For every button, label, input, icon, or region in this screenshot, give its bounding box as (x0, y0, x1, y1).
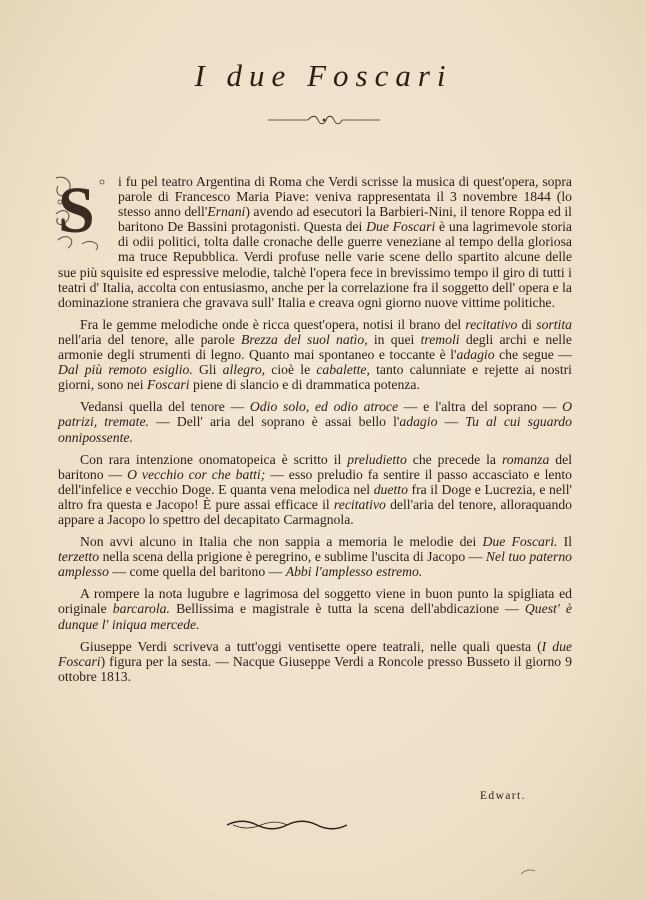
italic-text: allegro, (222, 362, 266, 378)
text-run: — come quella del baritono — (108, 564, 286, 580)
text-run: di (517, 316, 537, 332)
italic-text: recitativo (465, 316, 518, 332)
italic-text: tremoli (420, 331, 460, 347)
text-run: Vedansi quella del tenore — (80, 399, 250, 415)
italic-text: preludietto (347, 451, 407, 467)
pencil-mark (520, 868, 536, 876)
article-body (58, 174, 572, 684)
text-run: i fu pel teatro Argentina di Roma che Verdi scrisse la musica di quest'opera, sopra parole di Francesco Maria Piave: veniva rappresentata il 3 novembre 1844 (lo stesso anno dell' (118, 174, 572, 220)
italic-text: adagio (399, 414, 438, 430)
paragraph (58, 317, 572, 392)
text-run: Non avvi alcuno in Italia che non sappia a memoria le melodie dei (80, 534, 483, 550)
text-run: — e l'altra del soprano — (398, 399, 563, 415)
paragraph (58, 399, 572, 444)
paragraph (58, 534, 572, 579)
italic-text: barcarola. (112, 601, 170, 617)
italic-text: duetto (373, 481, 408, 497)
italic-text: Tu al cui sguardo onnipossente. (58, 414, 572, 445)
paragraph (58, 639, 572, 684)
text-run: piene di slancio e di drammatica potenza. (189, 377, 420, 393)
text-run: ) figura per la sesta. — Nacque Giuseppe Verdi a Roncole presso Busseto il giorno 9 ottobre 1813. (58, 653, 572, 684)
italic-text: Foscari (146, 377, 190, 393)
italic-text: terzetto (58, 549, 100, 565)
italic-text: I due Foscari (58, 638, 572, 669)
italic-text: Quest' è dunque l' iniqua mercede. (58, 601, 572, 632)
text-run: Bellissima e magistrale è tutta la scena dell'abdicazione — (169, 601, 525, 617)
text-run: nella scena della prigione è peregrino, e sublime l'uscita di Jacopo — (99, 549, 486, 565)
italic-text: romanza (501, 451, 550, 467)
text-run: dell'aria del tenore, alloraquando appare a Jacopo lo spettro del decapitato Carmagnola. (58, 496, 573, 527)
text-run: tanto calunniate e rejette ai nostri giorni, sono nei (58, 362, 572, 393)
italic-text: Odio solo, ed odio atroce (249, 399, 399, 415)
text-run: è una lagrimevole storia di odii politici, tolta dalle cronache delle guerre veneziane al tempo della gloriosa ma truce Repubblica. Verdi profuse nelle varie scene dello spartito alcune delle sue più squisite ed espressive melodie, talchè l'opera fece in brevissimo tempo il giro di tutti i teatri d' Italia, accolta con entusiasmo, anche per la correlazione fra il soggetto dell' opera e la dominazione straniera che gravava sull' Italia e creava ogni giorno nuove vittime politiche. (58, 219, 572, 310)
text-run: del baritono — (58, 451, 572, 482)
text-run: che segue — (494, 347, 572, 363)
page-title: I due Foscari (194, 58, 453, 93)
text-run: Fra le gemme melodiche onde è ricca quest'opera, notisi il brano del (80, 316, 466, 332)
text-run: in quei (367, 331, 421, 347)
italic-text: Brezza del suol natìo, (241, 331, 368, 347)
text-run: Con rara intenzione onomatopeica è scritto il (80, 451, 348, 467)
text-run: Gli (192, 362, 223, 378)
text-run: Il (557, 534, 572, 550)
text-run: degli archi e nelle armonie degli strumenti di legno. Quanto mai spontaneo e toccante è l' (58, 331, 572, 363)
bottom-ornament (227, 818, 347, 832)
text-run: — (437, 414, 466, 430)
dropcap-letter: S (58, 174, 95, 247)
italic-text: cabalette, (316, 362, 370, 378)
text-run: ) avendo ad esecutori la Barbieri-Nini, il tenore Roppa ed il baritono De Bassini protagonisti. Questa dei (118, 204, 572, 235)
text-run: A rompere la nota lugubre e lagrimosa del soggetto viene in buon punto la spigliata ed originale (58, 586, 572, 617)
text-run: che precede la (406, 451, 502, 467)
text-run: fra il Doge e Lucrezia, e nell' altro fra questa e Jacopo! È pure assai efficace il (58, 481, 572, 512)
text-run: Giuseppe Verdi scriveva a tutt'oggi ventisette opere teatrali, nelle quali questa ( (80, 638, 542, 654)
paragraph (58, 174, 572, 310)
italic-text: O vecchio cor che batti; (127, 466, 266, 482)
italic-text: Due Foscari (366, 219, 436, 235)
paragraph (58, 452, 572, 527)
italic-text: Dal più remoto esiglio. (58, 362, 193, 378)
text-run: nell'aria del tenore, alle parole (58, 331, 242, 347)
italic-text: recitativo (333, 496, 386, 512)
dropcap (52, 174, 112, 252)
italic-text: Due Foscari. (482, 534, 558, 550)
italic-text: Abbi l'amplesso estremo. (285, 564, 423, 580)
text-run: — esso preludio fa sentire il passo accasciato e lento dell'infelice e vecchio Doge. E quanta vena melodica nel (58, 466, 572, 497)
italic-text: Ernani (207, 204, 246, 220)
text-run: — Dell' aria del soprano è assai bello l' (148, 414, 400, 430)
italic-text: Nel tuo paterno amplesso (58, 549, 573, 580)
top-ornament (268, 114, 380, 126)
paragraph-text (58, 174, 572, 310)
paragraph (58, 586, 572, 631)
italic-text: sortita (536, 316, 572, 332)
author-signature: Edwart. (480, 790, 526, 802)
italic-text: adagio (456, 347, 495, 363)
italic-text: O patrizi, tremate. (58, 399, 573, 430)
text-run: cioè le (265, 362, 317, 378)
